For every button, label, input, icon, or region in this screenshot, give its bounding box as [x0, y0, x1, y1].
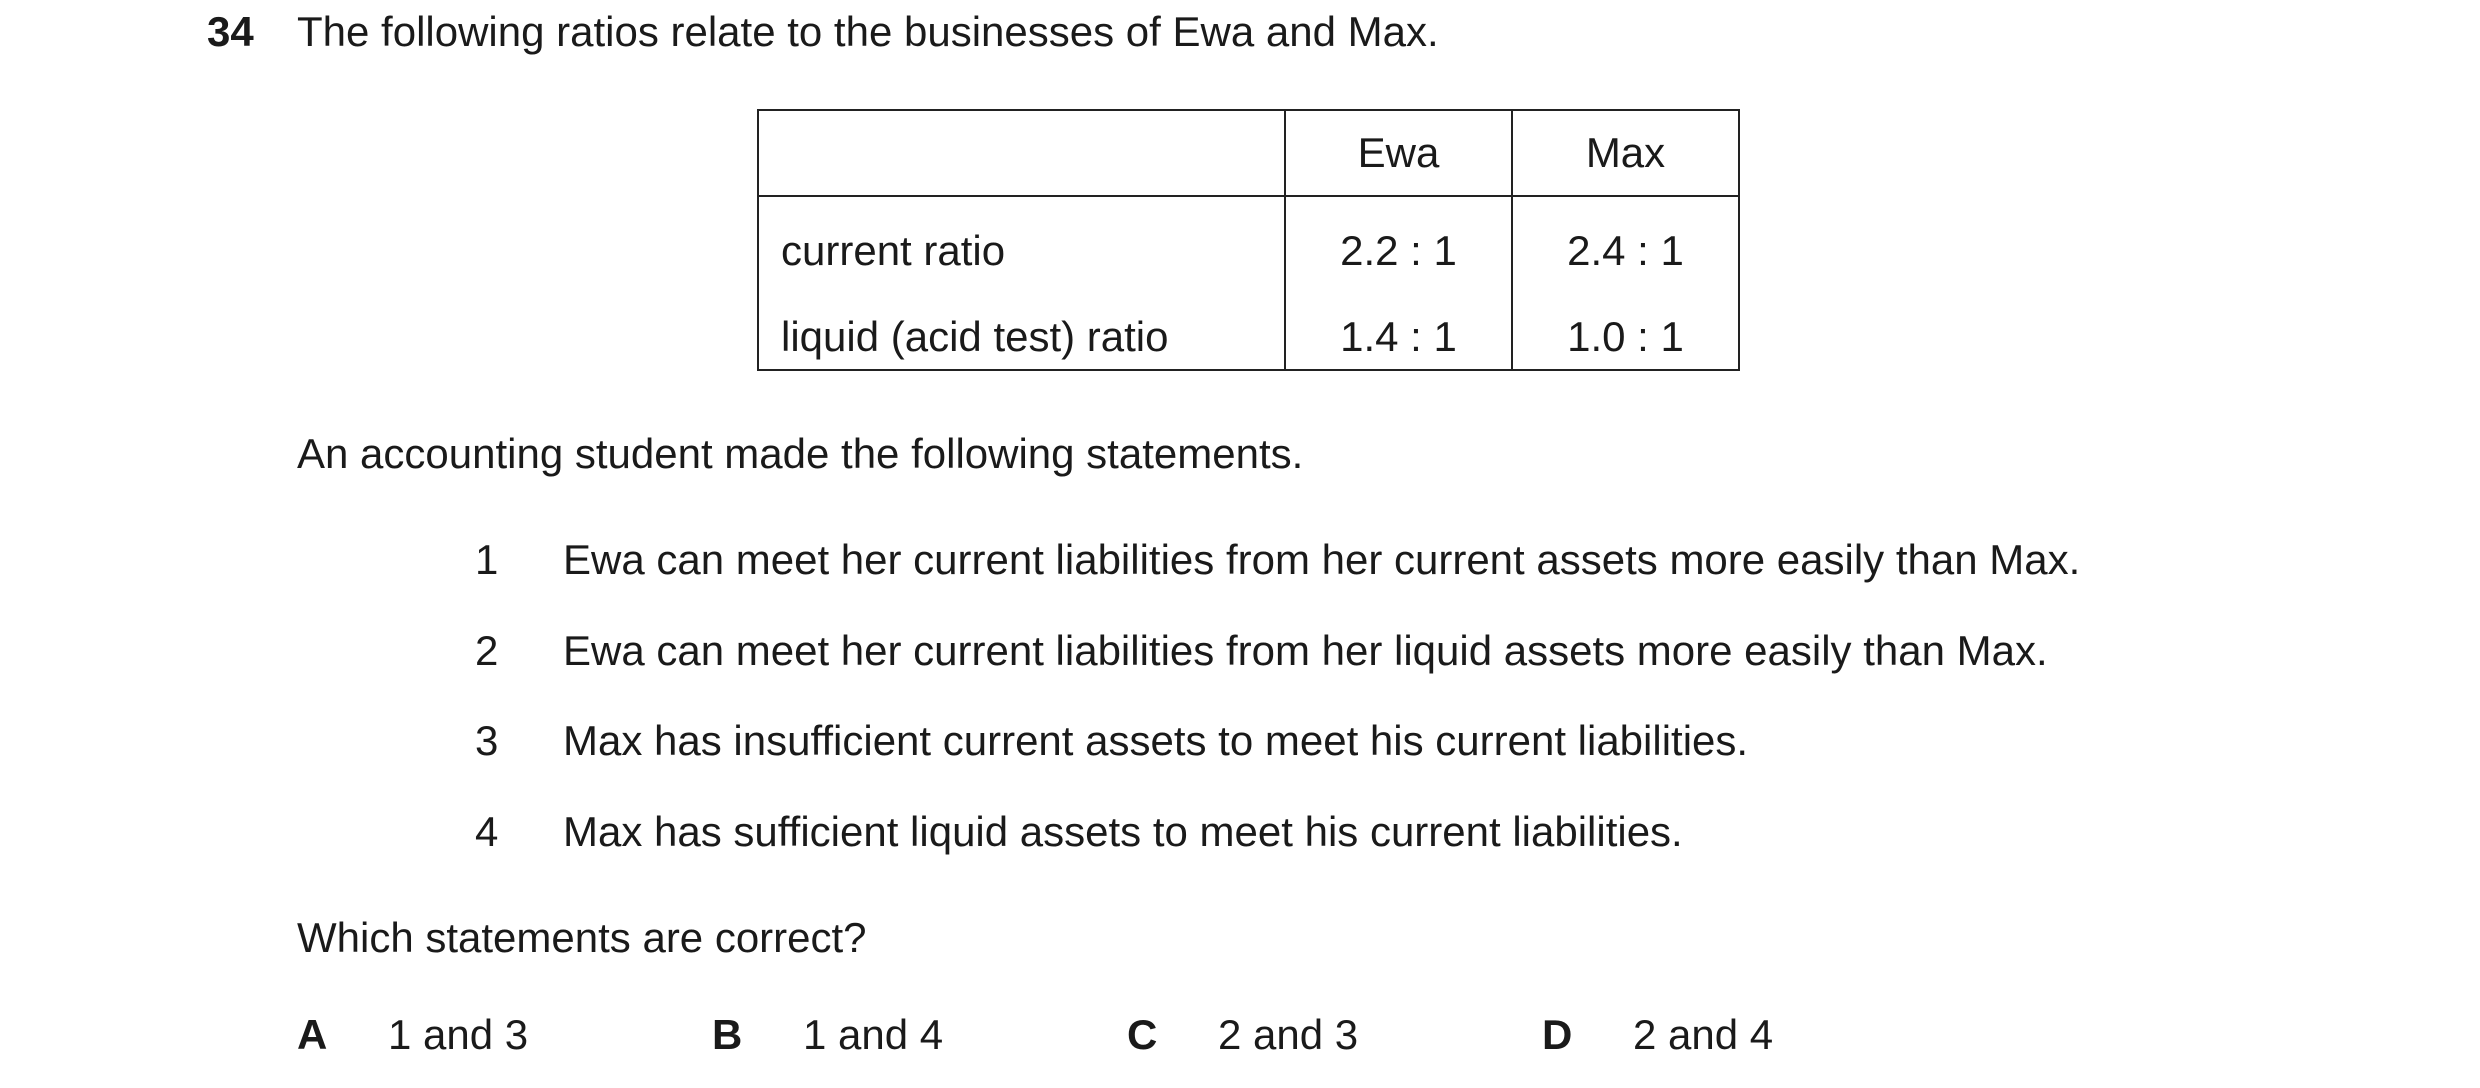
statement-number: 2: [475, 627, 499, 674]
option-text: 1 and 3: [388, 1011, 529, 1058]
row-label-current-ratio: current ratio: [781, 227, 1006, 274]
option-letter: C: [1127, 1011, 1158, 1058]
statement-text: Ewa can meet her current liabilities from her current assets more easily than Max.: [563, 536, 2081, 583]
question-prompt: Which statements are correct?: [297, 914, 867, 961]
max-liquid-ratio: 1.0 : 1: [1512, 305, 1739, 370]
table-header-ewa: Ewa: [1285, 110, 1512, 196]
row-label-liquid-ratio: liquid (acid test) ratio: [781, 313, 1169, 360]
option-letter: B: [712, 1011, 743, 1058]
question-intro: The following ratios relate to the businesses of Ewa and Max.: [297, 8, 1439, 55]
ewa-liquid-ratio: 1.4 : 1: [1285, 305, 1512, 370]
statement-number: 4: [475, 808, 499, 855]
option-letter: A: [297, 1011, 328, 1058]
option-text: 2 and 4: [1633, 1011, 1774, 1058]
option-text: 2 and 3: [1218, 1011, 1359, 1058]
statement-number: 1: [475, 536, 499, 583]
table-header-blank: [758, 110, 1285, 196]
option-letter: D: [1542, 1011, 1573, 1058]
statement-number: 3: [475, 717, 499, 764]
statement-text: Max has sufficient liquid assets to meet his current liabilities.: [563, 808, 1683, 855]
statement-text: Max has insufficient current assets to meet his current liabilities.: [563, 717, 1749, 764]
student-intro: An accounting student made the following statements.: [297, 430, 1304, 477]
table-row: [758, 305, 1739, 370]
table-header-row: [758, 110, 1739, 196]
question-number: 34: [207, 8, 254, 55]
max-current-ratio: 2.4 : 1: [1512, 196, 1739, 305]
ewa-current-ratio: 2.2 : 1: [1285, 196, 1512, 305]
option-text: 1 and 4: [803, 1011, 944, 1058]
ratio-table: [757, 109, 1740, 371]
table-header-max: Max: [1512, 110, 1739, 196]
table-row: [758, 196, 1739, 305]
statement-text: Ewa can meet her current liabilities from her liquid assets more easily than Max.: [563, 627, 2048, 674]
